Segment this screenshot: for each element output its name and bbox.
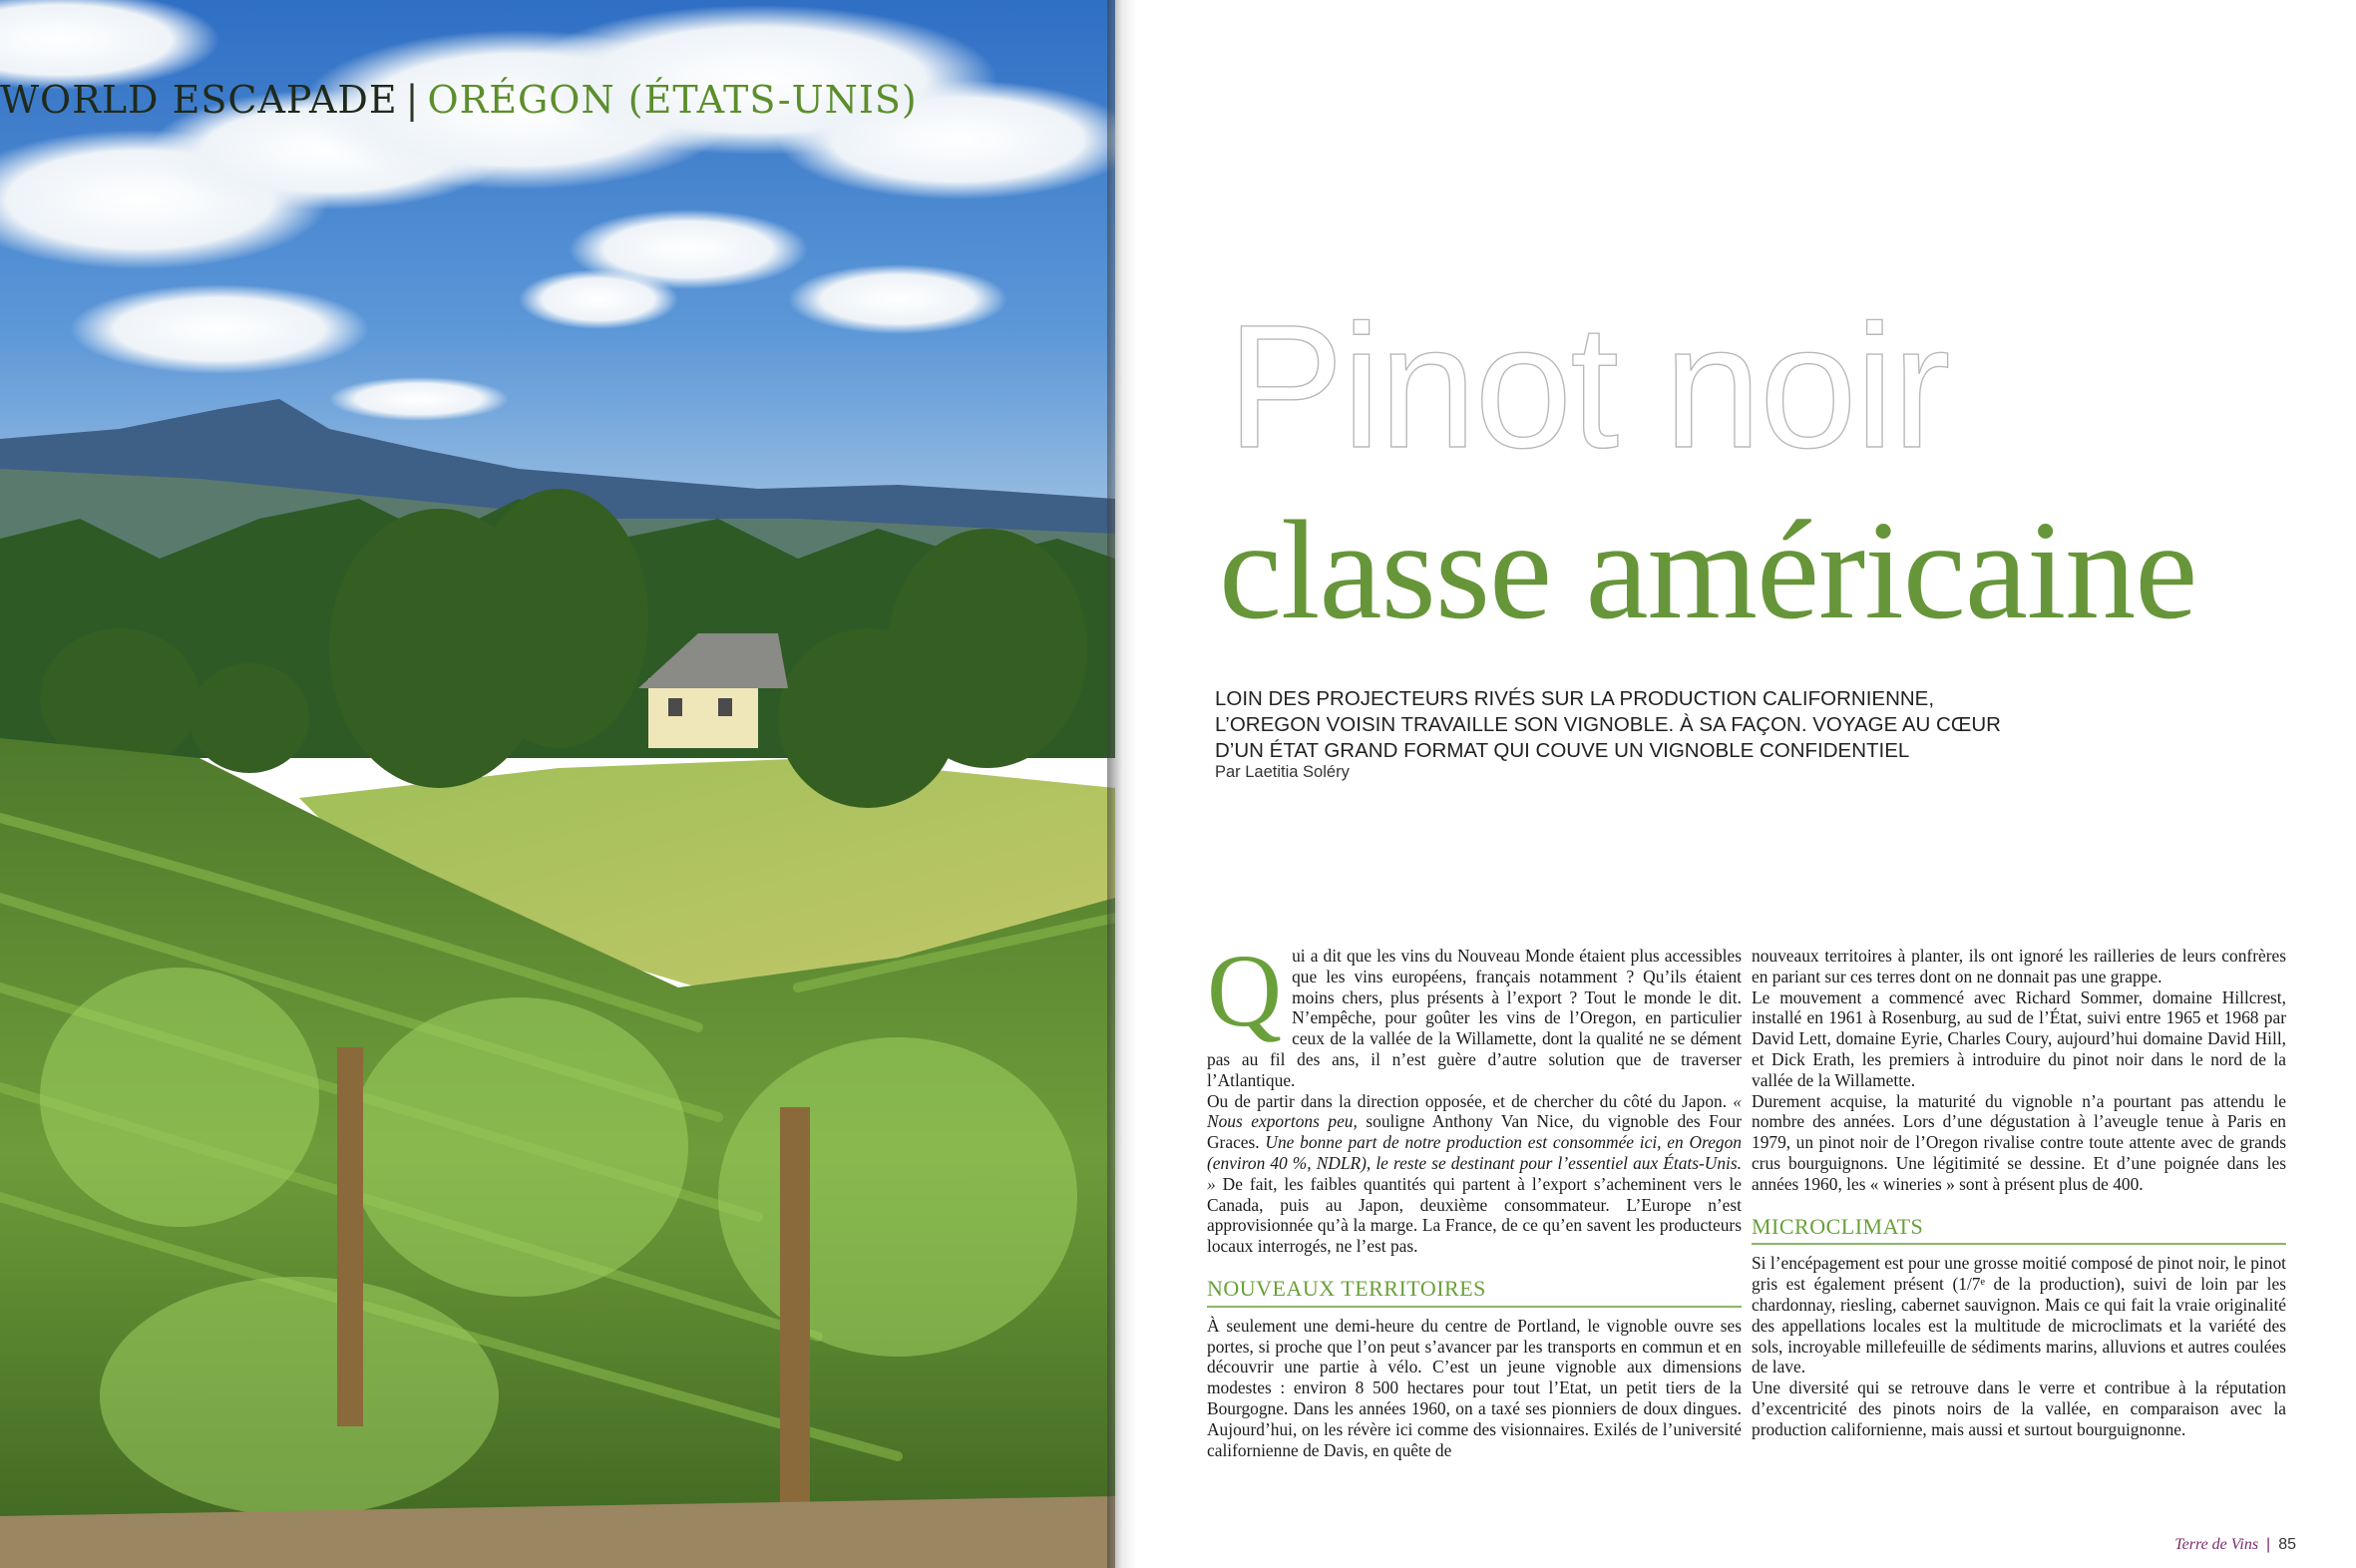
text-column-1 (1207, 934, 1743, 1460)
section-kicker (0, 78, 918, 122)
page-number: 85 (2278, 1536, 2296, 1553)
paragraph-history: Le mouvement a commencé avec Richard Sommer, domaine Hillcrest, installé en 1961 à Rosenburg, au sud de l’État, suivi entre 1965 et 1968 par David Lett, domaine Eyrie, Charles Coury, aujourd’hui domaine David Hill, et Dick Erath, les premiers à introduire du pinot noir dans le nord de la vallée de la Willamette. (1752, 986, 2286, 1090)
export-text-c: De fait, les faibles quantités qui partent à l’export s’acheminent vers le Canada, puis au Japon, deuxième consommateur. L’Europe n’est approvisionnée qu’à la marge. La France, de ce qu’en savent les producteurs locaux interrogés, ne l’est pas. (1207, 1173, 1742, 1257)
subheading-nouveaux-territoires: NOUVEAUX TERRITOIRES (1207, 1279, 1742, 1308)
paragraph-portland: À seulement une demi-heure du centre de Portland, le vignoble ouvre ses portes, si proche que l’on peut s’avancer par les transports en commun et en découvrir une partie à vélo. C’est un jeune vignoble aux dimensions modestes : environ 8 500 hectares pour tout l’Etat, un petit tiers de la Bourgogne. Dans les années 1960, on a taxé ses pionniers de doux dingues. Aujourd’hui, on les révère ici comme des visionnaires. Exilés de l’université californienne de Davis, en quête de (1207, 1315, 1742, 1460)
export-quote-b: Une bonne part de notre production est consommée ici, en Oregon (environ 40 %, NDLR), le reste se destinant pour l’essentiel aux États-Unis. » (1207, 1132, 1742, 1194)
article-byline: Par Laetitia Soléry (1215, 763, 1350, 781)
article-page (1135, 0, 2356, 1568)
paragraph-export (1207, 1091, 1742, 1257)
headline-line-2: classe américaine (1219, 491, 2197, 648)
paragraph-pioneers: nouveaux territoires à planter, ils ont ignoré les railleries de leurs confrères en pariant sur ces terres dont on ne donnait pas une grappe. (1752, 946, 2286, 986)
paragraph-maturity: Durement acquise, la maturité du vignoble n’a pourtant pas attendu le nombre des années. Lors d’une dégustation à l’aveugle tenue à Paris en 1979, un pinot noir de l’Oregon rivalise contre toute attente avec de grands crus bourguignons. Une légitimité se dessine. Et d’une poignée dans les années 1960, les « wineries » sont à présent plus de 400. (1752, 1090, 2286, 1194)
destination-name: ORÉGON (ÉTATS-UNIS) (427, 78, 918, 122)
page-footer (2174, 1536, 2296, 1554)
magazine-logo: Terre de Vins (2174, 1536, 2259, 1553)
paragraph-intro (1207, 934, 1742, 1091)
footer-separator: | (2266, 1536, 2271, 1553)
vineyard-landscape-image (0, 0, 1115, 1568)
export-text-b: souligne Anthony Van Nice, du vignoble des Four Graces. (1207, 1111, 1743, 1153)
export-quote-a: « Nous exportons peu, (1207, 1090, 1742, 1132)
page-gutter (1107, 0, 1137, 1568)
subheading-microclimats: MICROCLIMATS (1752, 1217, 2286, 1246)
article-standfirst: LOIN DES PROJECTEURS RIVÉS SUR LA PRODUCTION CALIFORNIENNE, L’OREGON VOISIN TRAVAILLE SON VIGNOBLE. À SA FAÇON. VOYAGE AU CŒUR D’UN ÉTAT GRAND FORMAT QUI COUVE UN VIGNOBLE CONFIDENTIEL (1215, 687, 2001, 762)
kicker-separator: | (405, 78, 420, 122)
intro-text: ui a dit que les vins du Nouveau Monde étaient plus accessibles que les vins européens, français notamment ? Qu’ils étaient moins chers, plus présents à l’export ? Tout le monde le dit. N’empêche, pour goûter les vins de l’Oregon, en particulier ceux de la vallée de la Willamette, dont la qualité ne se dément pas au fil des ans, il n’est guère d’autre solution que de traverser l’Atlantique. (1207, 946, 1742, 1090)
paragraph-grapes: Si l’encépagement est pour une grosse moitié composé de pinot noir, le pinot gris est également présent (1/7ᵉ de la production), suivi de loin par les chardonnay, riesling, cabernet sauvignon. Mais ce qui fait la vraie originalité des appellations locales est la multitude de microclimats et la variété des sols, incroyable millefeuille de sédiments marins, alluvions et autres coulées de lave. (1752, 1253, 2286, 1377)
headline-line-1: Pinot noir (1227, 289, 1949, 485)
paragraph-diversity: Une diversité qui se retrouve dans le verre et contribue à la réputation d’excentricité des pinots noirs de la vallée, en comparaison avec la production californienne, mais aussi et surtout bourguignonne. (1752, 1377, 2286, 1439)
vineyard-photo (0, 0, 1115, 1568)
text-column-2 (1752, 946, 2286, 1440)
drop-cap: Q (1207, 934, 1283, 1048)
series-name: WORLD ESCAPADE (0, 78, 398, 122)
export-text-a: Ou de partir dans la direction opposée, et de chercher du côté du Japon. (1207, 1090, 1734, 1111)
